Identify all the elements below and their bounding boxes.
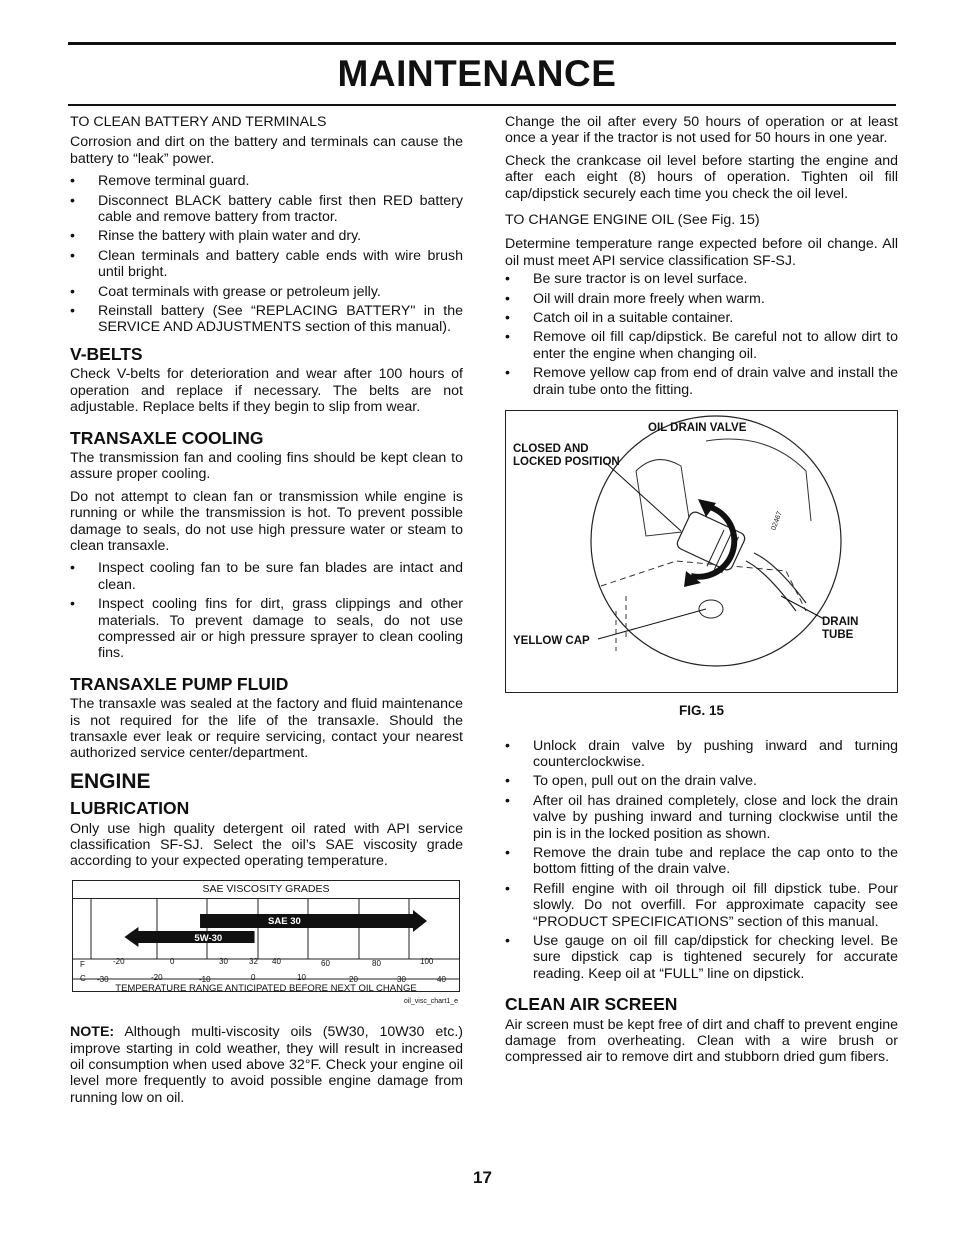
label-closed-locked bbox=[513, 443, 620, 469]
series-label-5w-30: 5W-30 bbox=[194, 932, 223, 944]
f-tick-label: 0 bbox=[170, 956, 175, 966]
change-oil-intro: Determine temperature range expected before oil change. All oil must meet API service classification SF-SJ. bbox=[505, 236, 898, 269]
list-item: • Remove oil fill cap/dipstick. Be careful not to allow dirt to enter the engine when changing oil. bbox=[505, 329, 898, 362]
f-tick-label: -20 bbox=[113, 956, 125, 966]
change-oil-heading: TO CHANGE ENGINE OIL (See Fig. 15) bbox=[505, 212, 760, 229]
drain-steps bbox=[505, 738, 898, 983]
f-tick-label: 40 bbox=[272, 956, 281, 966]
series-bar-sae-30 bbox=[200, 910, 427, 932]
leader-line bbox=[781, 596, 824, 619]
list-item: • Reinstall battery (See “REPLACING BATTERY" in the SERVICE AND ADJUSTMENTS section of this manual). bbox=[70, 303, 463, 336]
title-rule bbox=[68, 104, 896, 106]
cooling-paragraph: Do not attempt to clean fan or transmission while engine is running or while the transmission is hot. To prevent possible damage to seals, do not use high pressure water or steam to clean transaxle. bbox=[70, 488, 463, 554]
list-item: • Disconnect BLACK battery cable first then RED battery cable and remove battery from tractor. bbox=[70, 193, 463, 226]
change-oil-steps bbox=[505, 271, 898, 398]
page-title: MAINTENANCE bbox=[337, 53, 617, 94]
lubrication-text: Only use high quality detergent oil rated with API service classification SF-SJ. Select the oil’s SAE viscosity grade according to your expected operating temperature. bbox=[70, 820, 463, 870]
fahrenheit-label: F bbox=[80, 959, 85, 969]
oil-paragraph: Change the oil after every 50 hours of operation or at least once a year if the tractor is not used for 50 hours in one year. bbox=[505, 114, 898, 147]
vbelts-text: Check V-belts for deterioration and wear after 100 hours of operation and replace if necessary. The belts are not adjustable. Replace belts if they begin to slip from wear. bbox=[70, 366, 463, 416]
list-item: • Unlock drain valve by pushing inward and turning counterclockwise. bbox=[505, 738, 898, 771]
c-tick-label: -10 bbox=[199, 974, 211, 984]
c-tick-label: 0 bbox=[251, 972, 256, 982]
list-item: • After oil has drained completely, close and lock the drain valve by pushing inward and turning clockwise until the pin is in the locked position as shown. bbox=[505, 793, 898, 842]
celsius-label: C bbox=[80, 973, 86, 983]
list-item: • To open, pull out on the drain valve. bbox=[505, 773, 898, 789]
list-item: • Remove terminal guard. bbox=[70, 173, 463, 189]
list-item: • Coat terminals with grease or petroleum jelly. bbox=[70, 284, 463, 300]
c-tick-label: 40 bbox=[437, 974, 446, 984]
figure-code: 02467 bbox=[770, 510, 784, 532]
f-tick-label: 60 bbox=[321, 958, 330, 968]
cooling-heading: TRANSAXLE COOLING bbox=[70, 427, 264, 448]
label-yellow-cap: YELLOW CAP bbox=[513, 635, 590, 648]
drain-tube bbox=[746, 561, 796, 611]
series-bar-5w-30 bbox=[124, 927, 254, 947]
c-tick-label: 30 bbox=[397, 974, 406, 984]
drain-tube bbox=[754, 553, 806, 603]
page-number: 17 bbox=[473, 1168, 492, 1187]
cooling-steps bbox=[70, 560, 463, 661]
c-tick-label: 10 bbox=[297, 972, 306, 982]
chart-xlabel: TEMPERATURE RANGE ANTICIPATED BEFORE NEXT OIL CHANGE bbox=[115, 982, 417, 994]
battery-steps bbox=[70, 173, 463, 336]
cooling-paragraph: The transmission fan and cooling fins should be kept clean to assure proper cooling. bbox=[70, 449, 463, 483]
engine-heading: ENGINE bbox=[70, 769, 151, 793]
frame-outline bbox=[616, 596, 626, 651]
note-text: Although multi-viscosity oils (5W30, 10W30 etc.) improve starting in cold weather, they will result in increased oil consumption when used above 32°F. Check your engine oil level more frequently to avoid possible engine damage from running low on oil. bbox=[70, 1024, 463, 1106]
list-item: • Oil will drain more freely when warm. bbox=[505, 291, 898, 307]
viscosity-chart bbox=[72, 880, 460, 992]
vbelts-heading: V-BELTS bbox=[70, 343, 143, 364]
list-item: • Inspect cooling fan to be sure fan blades are intact and clean. bbox=[70, 560, 463, 593]
label-line: TUBE bbox=[822, 629, 854, 642]
c-tick-label: 20 bbox=[349, 974, 358, 984]
pump-text: The transaxle was sealed at the factory and fluid maintenance is not required for the life of the transaxle. Should the transaxle ever leak or require servicing, contact your nearest authorized service center/department. bbox=[70, 696, 463, 762]
label-line: CLOSED AND bbox=[513, 443, 589, 456]
note-label: NOTE: bbox=[70, 1024, 115, 1041]
label-drain-tube bbox=[822, 616, 858, 642]
left-column bbox=[70, 114, 463, 1112]
chart-title: SAE VISCOSITY GRADES bbox=[73, 881, 459, 899]
air-screen-text: Air screen must be kept free of dirt and chaff to prevent engine damage from overheating. Clean with a wire brush or compressed air to remove dirt and stubborn dried gum fibers. bbox=[505, 1016, 898, 1066]
right-column bbox=[505, 114, 898, 1072]
top-rule bbox=[68, 42, 896, 45]
series-label-sae-30: SAE 30 bbox=[268, 915, 301, 927]
list-item: • Inspect cooling fins for dirt, grass clippings and other materials. To prevent damage to seals, do not use compressed air or high pressure sprayer to clean cooling fins. bbox=[70, 596, 463, 662]
yellow-cap bbox=[699, 600, 723, 618]
list-item: • Remove yellow cap from end of drain valve and install the drain tube onto the fitting. bbox=[505, 365, 898, 398]
lubrication-heading: LUBRICATION bbox=[70, 798, 190, 819]
list-item: • Catch oil in a suitable container. bbox=[505, 310, 898, 326]
label-line: DRAIN bbox=[822, 616, 859, 629]
label-oil-drain-valve: OIL DRAIN VALVE bbox=[648, 422, 747, 435]
engine-housing bbox=[706, 439, 811, 521]
note-paragraph bbox=[70, 1024, 463, 1106]
figure-caption: FIG. 15 bbox=[678, 703, 724, 719]
c-tick-label: -20 bbox=[151, 972, 163, 982]
list-item: • Use gauge on oil fill cap/dipstick for checking level. Be sure dipstick cap is tightened securely for accurate reading. Keep oil at “FULL” line on dipstick. bbox=[505, 933, 898, 982]
label-line: LOCKED POSITION bbox=[513, 456, 620, 469]
pump-heading: TRANSAXLE PUMP FLUID bbox=[70, 673, 289, 694]
oil-paragraph: Check the crankcase oil level before starting the engine and after each eight (8) hours of operation. Tighten oil fill cap/dipstick securely each time you check the oil level. bbox=[505, 152, 898, 202]
chart-ref: oil_visc_chart1_e bbox=[403, 997, 458, 1005]
battery-heading: TO CLEAN BATTERY AND TERMINALS bbox=[70, 114, 327, 130]
list-item: • Clean terminals and battery cable ends with wire brush until bright. bbox=[70, 248, 463, 281]
f-tick-label: 100 bbox=[420, 956, 434, 966]
list-item: • Rinse the battery with plain water and dry. bbox=[70, 228, 463, 244]
f-tick-label: 32 bbox=[249, 956, 258, 966]
f-tick-label: 30 bbox=[219, 956, 228, 966]
list-item: • Refill engine with oil through oil fill dipstick tube. Pour slowly. Do not overfill. For approximate capacity see “PRODUCT SPECIFICATIONS” section of this manual. bbox=[505, 881, 898, 930]
drain-valve-figure bbox=[505, 410, 898, 693]
f-tick-label: 80 bbox=[372, 958, 381, 968]
c-tick-label: -30 bbox=[97, 974, 109, 984]
battery-intro: Corrosion and dirt on the battery and terminals can cause the battery to “leak” power. bbox=[70, 134, 463, 167]
list-item: • Remove the drain tube and replace the cap onto to the bottom fitting of the drain valve. bbox=[505, 845, 898, 878]
air-screen-heading: CLEAN AIR SCREEN bbox=[505, 994, 678, 1015]
list-item: • Be sure tractor is on level surface. bbox=[505, 271, 898, 287]
